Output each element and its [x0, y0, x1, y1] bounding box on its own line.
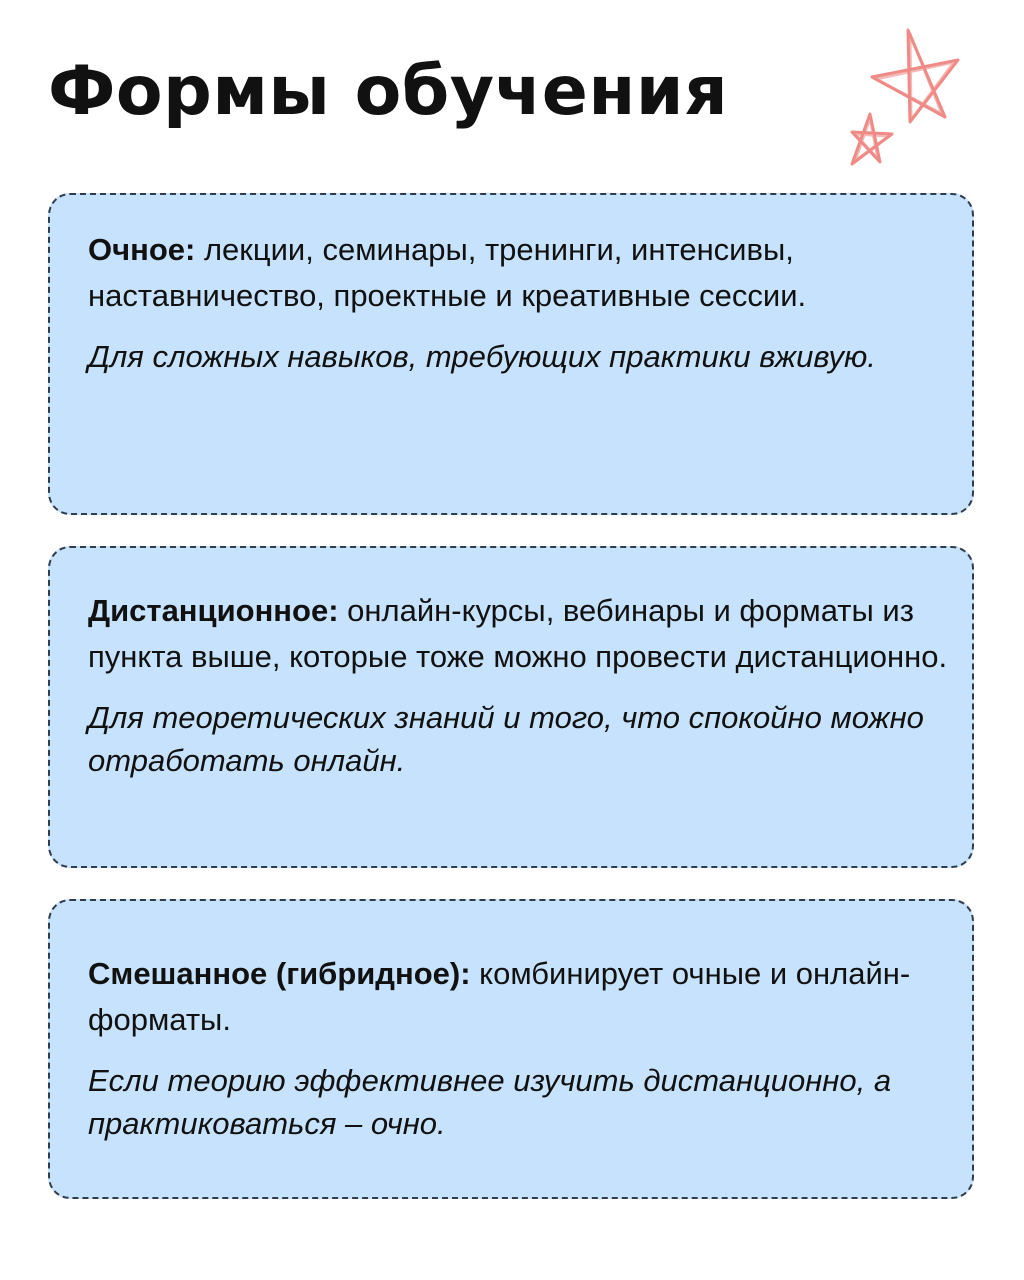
page-title: Формы обучения: [48, 52, 729, 131]
card-main-text: [88, 227, 948, 319]
card-main-text: [88, 951, 948, 1043]
card-description: онлайн-курсы, вебинары и форматы из пункта выше, которые тоже можно провести дистанционно.: [88, 593, 948, 674]
card-description: лекции, семинары, тренинги, интенсивы, наставничество, проектные и креативные сессии.: [88, 232, 807, 313]
card-term: Очное:: [88, 232, 196, 267]
card-main-text: [88, 588, 948, 680]
card-term: Дистанционное:: [88, 593, 339, 628]
card-note: Для теоретических знаний и того, что спокойно можно отработать онлайн.: [88, 700, 924, 778]
card-distance: [48, 546, 974, 868]
card-in-person: [48, 193, 974, 515]
card-note: Если теорию эффективнее изучить дистанционно, а практиковаться – очно.: [88, 1063, 892, 1141]
card-description: комбинирует очные и онлайн-форматы.: [88, 956, 911, 1037]
card-term: Смешанное (гибридное):: [88, 956, 471, 991]
card-hybrid: [48, 899, 974, 1199]
stars-doodle-icon: [840, 22, 970, 172]
card-note: Для сложных навыков, требующих практики вживую.: [88, 339, 876, 374]
